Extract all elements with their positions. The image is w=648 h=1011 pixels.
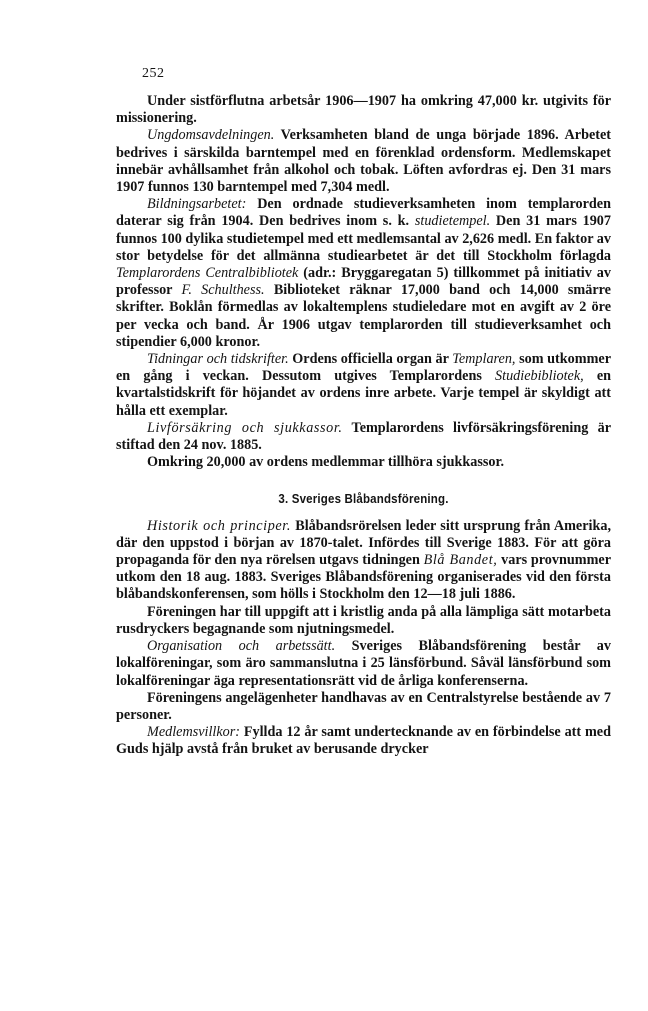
paragraph-missionering [116, 93, 611, 127]
section-lead-ungdomsavdelningen: Ungdomsavdelningen. [147, 127, 275, 144]
paragraph-text: Verksamheten bland de unga började 1896. Arbetet bedrives i särskilda barntempel med en förenklad ordensform. Medlemskapet innebär avhållsamhet från alkohol och tobak. Löften avfordras ej. Den 31 mars 1907 funnos 130 barntempel med 7,304 medl. [116, 127, 611, 196]
paragraph-text: Sveriges Blåbandsförening består av lokalföreningar, som äro sammanslutna i 25 länsförbund. Såväl länsförbund som lokalföreningar äga representationsrätt vid de årliga konferenserna. [116, 638, 611, 689]
paragraph-ungdomsavdelningen [116, 127, 611, 196]
paragraph-bildningsarbetet [116, 196, 611, 351]
section-heading: 3. Sveriges Blåbandsförening. [278, 492, 449, 507]
italic-term: studietempel. [414, 213, 491, 230]
paragraph-text: som utkommer en gång i veckan. Dessutom utgives Templarordens [116, 351, 611, 385]
italic-term: Templarordens Centralbibliotek [116, 265, 299, 282]
paragraph-text: Föreningen har till uppgift att i kristlig anda på alla lämpliga sätt motarbeta rusdryckers begagnande som njutningsmedel. [116, 603, 611, 637]
italic-term: Templaren, [452, 351, 516, 368]
paragraph-organisation [116, 638, 611, 690]
paragraph-text: Ordens officiella organ är [288, 351, 453, 368]
section-lead-bildningsarbetet: Bildningsarbetet: [147, 196, 247, 213]
page-number: 252 [142, 66, 165, 81]
italic-term: Studiebibliotek, [495, 368, 584, 385]
paragraph-historik [116, 518, 611, 604]
paragraph-sjukkassor [116, 454, 611, 471]
paragraph-text: Biblioteket räknar 17,000 band och 14,000 smärre skrifter. Boklån förmedlas av lokaltemplens studieledare mot en avgift av 2 öre per vecka och band. År 1906 utgav templarorden till studieverksamhet och stipendier 6,000 kronor. [116, 282, 611, 350]
section-lead-livforsakring: Livförsäkring och sjukkassor. [147, 419, 343, 436]
paragraph-text: Den 31 mars 1907 funnos 100 dylika studietempel med ett medlemsantal av 2,626 medl. En faktor av stor betydelse för det allmänna studiearbetet är det till Stockholm förlagda [116, 213, 611, 264]
paragraph-tidningar [116, 351, 611, 420]
paragraph-medlemsvillkor [116, 724, 611, 758]
section-lead-tidningar: Tidningar och tidskrifter. [147, 351, 289, 368]
paragraph-text: Blåbandsrörelsen leder sitt ursprung från Amerika, där den uppstod i början av 1870-talet. Infördes till Sverige 1883. För att göra propaganda för den nya rörelsen utgavs tidningen [116, 517, 611, 569]
paragraph-text: Omkring 20,000 av ordens medlemmar tillhöra sjukkassor. [147, 454, 505, 471]
paragraph-text: Under sistförflutna arbetsår 1906—1907 ha omkring 47,000 kr. utgivits för missionering. [116, 93, 611, 127]
paragraph-text: vars provnummer utkom den 18 aug. 1883. Sveriges Blåbandsförening organiserades vid den första blåbandskonferensen, som hölls i Stockholm den 12—18 juli 1886. [116, 552, 611, 603]
body-text [116, 93, 611, 759]
section-lead-medlemsvillkor: Medlemsvillkor: [147, 724, 240, 741]
paragraph-text: Fyllda 12 år samt undertecknande av en förbindelse att med Guds hjälp avstå från bruket av berusande drycker [116, 724, 611, 758]
paragraph-text: en kvartalstidskrift för höjandet av ordens inre arbete. Varje tempel är skyldigt att hålla ett exemplar. [116, 368, 612, 419]
paragraph-uppgift [116, 604, 611, 638]
italic-term: Blå Bandet, [423, 552, 498, 569]
paragraph-livforsakring [116, 420, 611, 454]
paragraph-text: Föreningens angelägenheter handhavas av en Centralstyrelse bestående av 7 personer. [116, 689, 611, 723]
paragraph-text: Den ordnade studieverksamheten inom templarorden daterar sig från 1904. Den bedrives inom s. k. [116, 196, 611, 230]
section-lead-organisation: Organisation och arbetssätt. [147, 638, 336, 655]
section-lead-historik: Historik och principer. [147, 517, 292, 534]
italic-term: F. Schulthess. [181, 282, 265, 299]
paragraph-text: Templarordens livförsäkringsförening är stiftad den 24 nov. 1885. [116, 419, 611, 454]
paragraph-centralstyrelse [116, 690, 611, 724]
paragraph-text: (adr.: Bryggaregatan 5) tillkommet på initiativ av professor [116, 265, 611, 299]
